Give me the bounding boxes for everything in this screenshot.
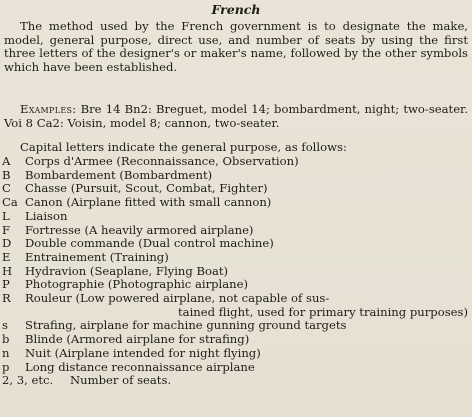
purpose-description: Hydravion (Seaplane, Flying Boat) xyxy=(25,263,229,278)
list-item xyxy=(2,224,468,238)
purpose-code: E xyxy=(2,249,11,264)
purpose-description: Corps d'Armee (Reconnaissance, Observation) xyxy=(25,154,299,168)
purpose-description: Fortresse (A heavily armored airplane) xyxy=(25,222,254,237)
purpose-description: Double commande (Dual control machine) xyxy=(25,236,274,251)
examples-text: Bre 14 Bn2: Breguet, model 14; bombardment, night; two-seater. Voi 8 Ca2: Voisin, model 8; cannon, two-seater. xyxy=(4,102,469,130)
purpose-code: F xyxy=(2,222,11,237)
purpose-description: Bombardement (Bombardment) xyxy=(25,167,213,182)
purpose-description: Long distance reconnaissance airplane xyxy=(25,359,255,374)
examples-paragraph xyxy=(4,103,468,130)
purpose-code: H xyxy=(2,263,13,278)
list-item xyxy=(2,169,468,183)
list-item xyxy=(2,319,468,333)
list-item xyxy=(2,251,468,265)
purpose-code: P xyxy=(2,277,10,292)
purpose-code: b xyxy=(2,332,10,347)
purpose-description: Blinde (Armored airplane for strafing) xyxy=(25,332,250,347)
purpose-code: D xyxy=(2,236,12,251)
purpose-intro: Capital letters indicate the general purpose, as follows: xyxy=(20,140,347,154)
list-item xyxy=(2,292,468,319)
purpose-code: n xyxy=(2,345,10,360)
purpose-code-list xyxy=(2,155,468,388)
purpose-code: A xyxy=(2,154,11,168)
list-item xyxy=(2,237,468,251)
examples-label: Examples: xyxy=(20,102,77,116)
purpose-description: Entrainement (Training) xyxy=(25,249,169,264)
list-item xyxy=(2,333,468,347)
purpose-description: Nuit (Airplane intended for night flying) xyxy=(25,345,261,360)
section-title: French xyxy=(211,2,261,17)
purpose-code: 2, 3, etc. xyxy=(2,373,54,388)
method-paragraph: The method used by the French government is to designate the make, model, general purpose, direct use, and number of seats by using the first three letters of the designer's or maker's name, followed by the other symbols which have been established. xyxy=(4,19,468,74)
list-item xyxy=(2,265,468,279)
purpose-description xyxy=(25,292,468,319)
purpose-code: p xyxy=(2,359,10,374)
list-item xyxy=(2,278,468,292)
purpose-code: Ca xyxy=(2,195,18,210)
purpose-description: Number of seats. xyxy=(70,373,172,388)
list-item xyxy=(2,210,468,224)
purpose-description: Liaison xyxy=(25,208,68,223)
purpose-code: R xyxy=(2,291,11,306)
list-item xyxy=(2,361,468,375)
list-item xyxy=(2,155,468,169)
purpose-description: Strafing, airplane for machine gunning ground targets xyxy=(25,318,347,333)
list-item xyxy=(2,347,468,361)
purpose-description: Photographie (Photographic airplane) xyxy=(25,277,249,292)
purpose-description-continuation: tained flight, used for primary training purposes) xyxy=(178,304,468,319)
list-item xyxy=(2,374,468,388)
purpose-description: Chasse (Pursuit, Scout, Combat, Fighter) xyxy=(25,181,268,196)
purpose-description: Canon (Airplane fitted with small cannon) xyxy=(25,195,272,210)
purpose-code: s xyxy=(2,318,8,333)
purpose-code: C xyxy=(2,181,11,196)
list-item xyxy=(2,182,468,196)
purpose-description-line: Rouleur (Low powered airplane, not capable of sus- xyxy=(25,291,330,306)
list-item xyxy=(2,196,468,210)
purpose-code: L xyxy=(2,208,10,223)
purpose-code: B xyxy=(2,167,11,182)
